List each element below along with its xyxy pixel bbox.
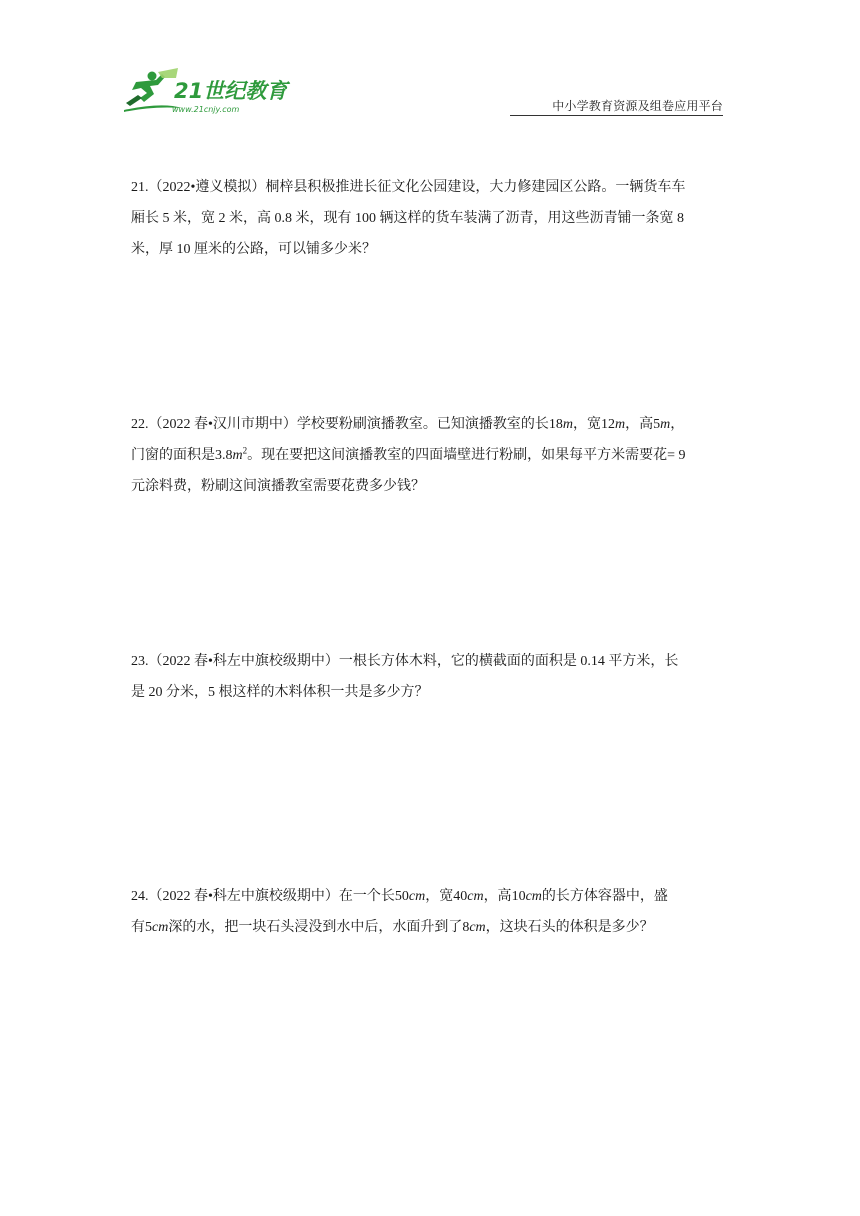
value-height: 10: [511, 889, 526, 904]
text-segment: ，宽: [573, 417, 602, 432]
question-24-line-1: [131, 881, 731, 912]
text-segment: ，高: [483, 889, 512, 904]
question-23: [131, 646, 731, 708]
header-divider: [510, 115, 723, 116]
text-segment: ，这块石头的体积是多少？: [485, 920, 654, 935]
question-22: [131, 409, 731, 502]
unit: cm: [408, 889, 426, 904]
text-segment: 。现在要把这间演播教室的四面墙壁进行粉刷，如果每平方米需要花: [247, 448, 668, 463]
value-height: 5: [653, 417, 661, 432]
question-21-line-1: 21.（2022•遵义模拟）桐梓县积极推进长征文化公园建设，大力修建园区公路。一辆货车车: [131, 180, 686, 195]
question-22-line-2: [131, 440, 731, 471]
text-segment: 24.（2022 春•科左中旗校级期中）在一个长: [131, 889, 395, 904]
question-23-line-2: 是 20 分米，5 根这样的木料体积一共是多少方？: [131, 685, 429, 700]
question-21-line-2: 厢长 5 米，宽 2 米，高 0.8 米，现有 100 辆这样的货车装满了沥青，用这些沥青铺一条宽 8: [131, 211, 684, 226]
text-segment: ，高: [625, 417, 654, 432]
text-segment: ，: [670, 417, 685, 432]
question-23-line-1: 23.（2022 春•科左中旗校级期中）一根长方体木料，它的横截面的面积是 0.14 平方米，长: [131, 654, 679, 669]
unit: m: [232, 448, 243, 463]
unit: m: [660, 417, 671, 432]
question-24-line-2: [131, 912, 731, 943]
text-segment: 22.（2022 春•汉川市期中）学校要粉刷演播教室。已知演播教室的长: [131, 417, 549, 432]
logo-url: www.21cnjy.com: [172, 105, 240, 114]
unit: cm: [469, 920, 486, 935]
text-segment: 的长方体容器中，盛: [541, 889, 668, 904]
value-length: 18: [548, 417, 563, 432]
platform-title: 中小学教育资源及组卷应用平台: [552, 99, 723, 113]
value-depth: 5: [145, 920, 152, 935]
exponent: 2: [242, 445, 248, 456]
value-price: = 9: [667, 448, 686, 463]
unit: cm: [467, 889, 484, 904]
logo-wordmark: 21世纪教育: [174, 79, 288, 103]
value-length: 50: [394, 889, 409, 904]
question-21-line-3: 米，厚 10 厘米的公路，可以铺多少米？: [131, 242, 376, 257]
unit: cm: [152, 920, 169, 935]
text-segment: 深的水，把一块石头浸没到水中后，水面升到了: [168, 920, 463, 935]
runner-logo-icon: [122, 68, 302, 114]
text-segment: 有: [131, 920, 145, 935]
question-22-line-1: [131, 409, 731, 440]
question-24: [131, 881, 731, 943]
value-width: 40: [453, 889, 468, 904]
value-new-level: 8: [462, 920, 470, 935]
value-width: 12: [601, 417, 616, 432]
value-area: 3.8: [215, 448, 233, 463]
text-segment: ，宽: [425, 889, 454, 904]
unit: cm: [525, 889, 542, 904]
unit: m: [615, 417, 626, 432]
unit: m: [562, 417, 574, 432]
question-21: [131, 172, 731, 265]
question-22-line-3: 元涂料费，粉刷这间演播教室需要花费多少钱？: [131, 479, 425, 494]
text-segment: 门窗的面积是: [131, 448, 215, 463]
site-logo: [122, 68, 302, 114]
page-header: [0, 0, 860, 130]
